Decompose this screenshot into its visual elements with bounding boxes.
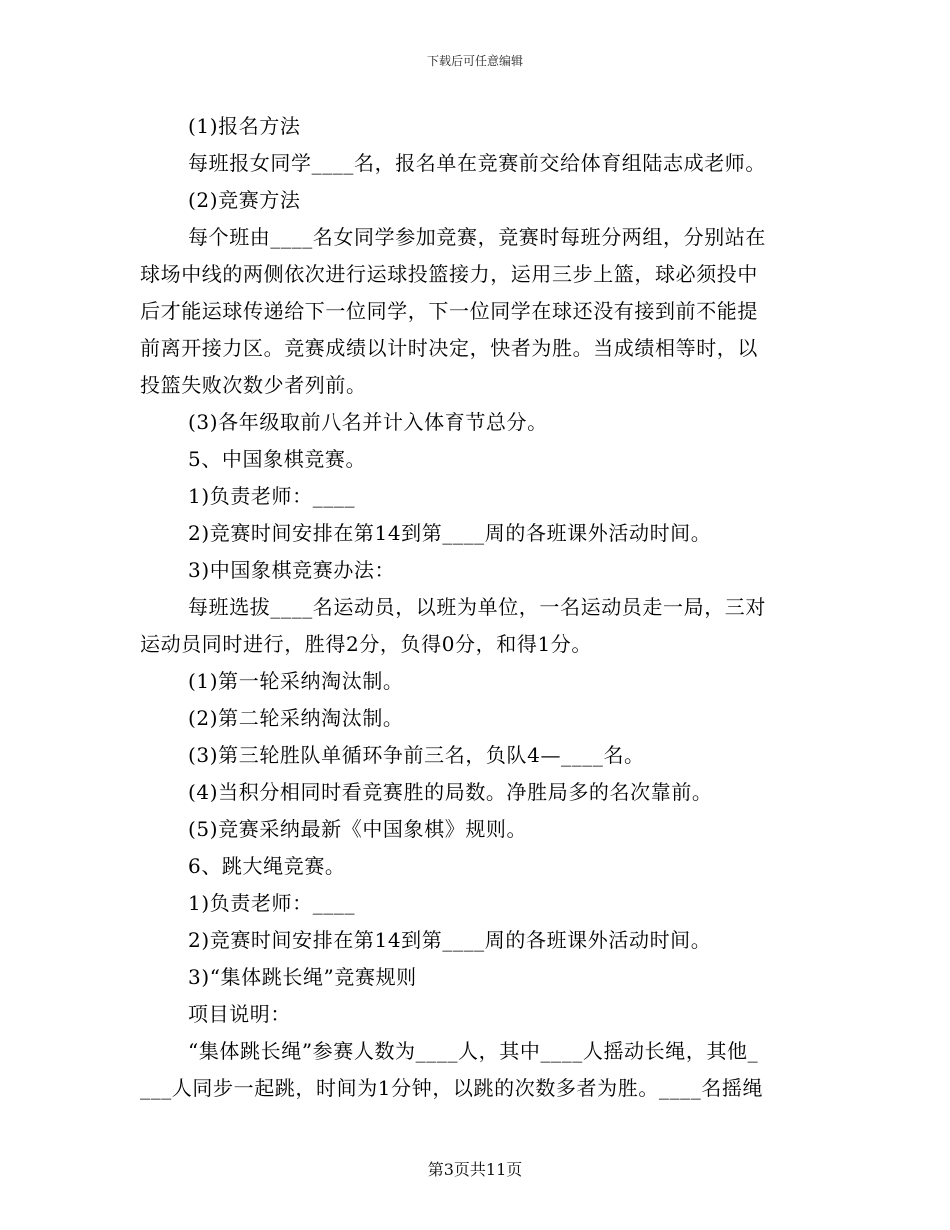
text-line: 投篮失败次数少者列前。: [140, 373, 367, 397]
text-line: “集体跳长绳”参赛人数为____人，其中____人摇动长绳，其他_: [188, 1039, 759, 1063]
text-line: 2)竞赛时间安排在第14到第____周的各班课外活动时间。: [188, 521, 712, 545]
page-footer: 第3页共11页: [427, 1160, 523, 1179]
text-line: 每个班由____名女同学参加竞赛，竞赛时每班分两组，分别站在: [188, 225, 766, 249]
text-line: 3)中国象棋竞赛办法：: [188, 558, 396, 582]
text-line: (4)当积分相同时看竞赛胜的局数。净胜局多的名次靠前。: [188, 780, 713, 804]
text-line: 每班选拔____名运动员，以班为单位，一名运动员走一局，三对: [188, 595, 766, 619]
text-line: 运动员同时进行，胜得2分，负得0分，和得1分。: [140, 632, 592, 656]
text-line: 后才能运球传递给下一位同学，下一位同学在球还没有接到前不能提: [140, 299, 758, 323]
text-line: 5、中国象棋竞赛。: [188, 447, 367, 471]
text-line: (2)竞赛方法: [188, 188, 301, 212]
text-line: ___人同步一起跳，时间为1分钟，以跳的次数多者为胜。____名摇绳: [140, 1076, 764, 1100]
text-line: (3)各年级取前八名并计入体育节总分。: [188, 410, 548, 434]
text-line: 前离开接力区。竞赛成绩以计时决定，快者为胜。当成绩相等时，以: [140, 336, 758, 360]
text-line: (1)第一轮采纳淘汰制。: [188, 669, 404, 693]
page-header: 下载后可任意编辑: [426, 54, 523, 68]
text-line: (2)第二轮采纳淘汰制。: [188, 706, 404, 730]
text-line: 每班报女同学____名，报名单在竞赛前交给体育组陆志成老师。: [188, 151, 766, 175]
text-line: 2)竞赛时间安排在第14到第____周的各班课外活动时间。: [188, 928, 712, 952]
document-body: [140, 108, 808, 1107]
text-line: 6、跳大绳竞赛。: [188, 854, 346, 878]
text-line: 球场中线的两侧依次进行运球投篮接力，运用三步上篮，球必须投中: [140, 262, 758, 286]
text-line: (1)报名方法: [188, 114, 301, 138]
text-line: (5)竞赛采纳最新《中国象棋》规则。: [188, 817, 528, 841]
text-line: 1)负责老师：____: [188, 484, 356, 508]
text-line: 3)“集体跳长绳”竞赛规则: [188, 965, 417, 989]
text-line: 项目说明：: [188, 1002, 291, 1026]
text-line: (3)第三轮胜队单循环争前三名，负队4—____名。: [188, 743, 645, 767]
text-line: 1)负责老师：____: [188, 891, 356, 915]
